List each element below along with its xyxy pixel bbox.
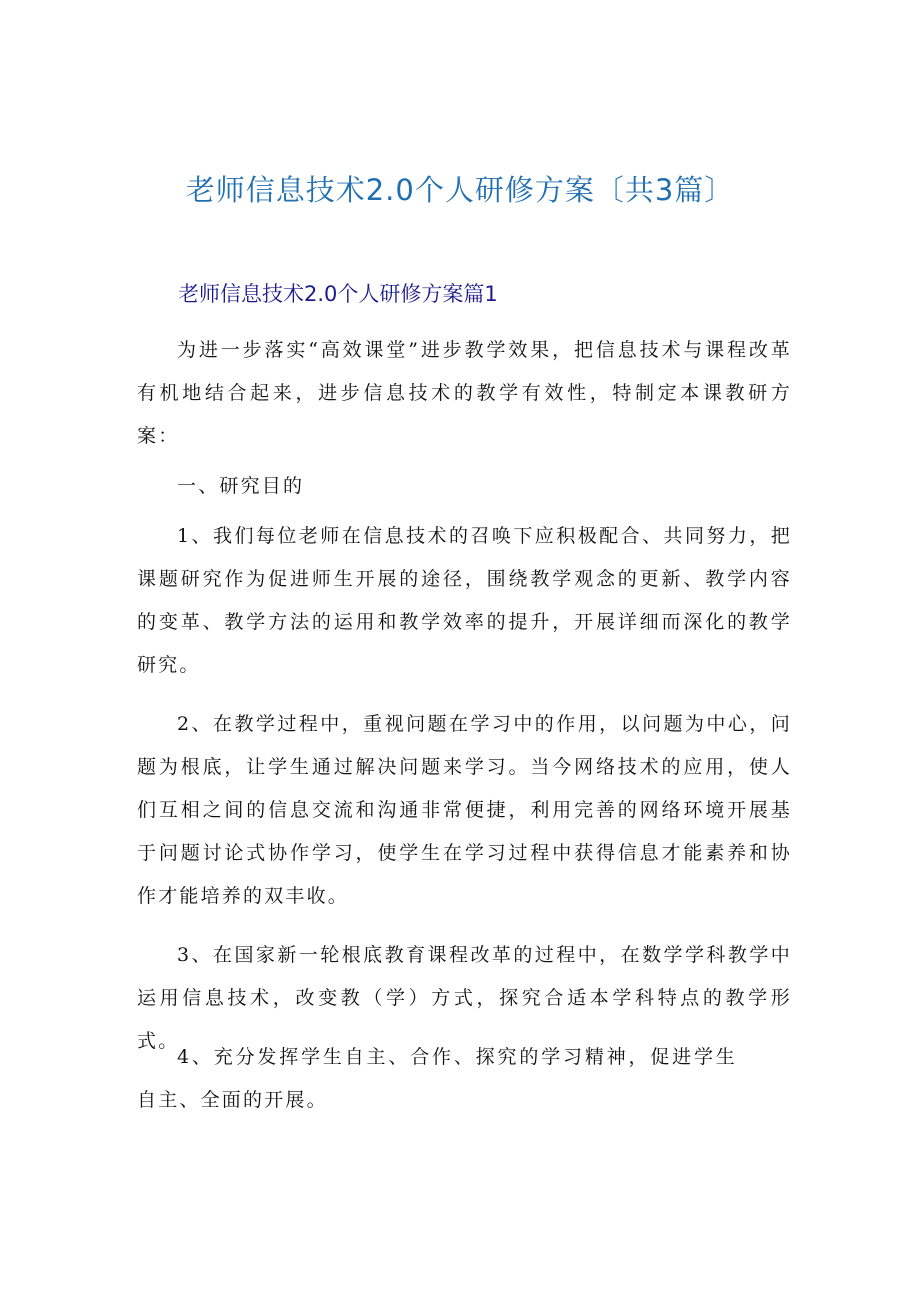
paragraph-item-4: 4、充分发挥学生自主、合作、探究的学习精神，促进学生自主、全面的开展。	[137, 1046, 737, 1111]
paragraph-item-3: 3、在国家新一轮根底教育课程改革的过程中，在数学学科教学中运用信息技术，改变教（学）方式，探究合适本学科特点的教学形式。	[137, 944, 792, 1052]
paragraph-item-1: 1、我们每位老师在信息技术的召唤下应积极配合、共同努力，把课题研究作为促进师生开展的途径，围绕教学观念的更新、教学内容的变革、教学方法的运用和教学效率的提升，开展详细而深化的教学研究。	[137, 525, 792, 676]
document-subtitle: 老师信息技术2.0个人研修方案篇1	[178, 282, 498, 306]
paragraph-intro: 为进一步落实“高效课堂”进步教学效果，把信息技术与课程改革有机地结合起来，进步信息技术的教学有效性，特制定本课教研方案：	[137, 339, 792, 447]
document-title: 老师信息技术2.0个人研修方案〔共3篇〕	[185, 173, 735, 207]
paragraph-item-2: 2、在教学过程中，重视问题在学习中的作用，以问题为中心，问题为根底，让学生通过解决问题来学习。当今网络技术的应用，使人们互相之间的信息交流和沟通非常便捷，利用完善的网络环境开展基于问题讨论式协作学习，使学生在学习过程中获得信息才能素养和协作才能培养的双丰收。	[137, 713, 792, 907]
section-heading: 一、研究目的	[177, 475, 305, 497]
